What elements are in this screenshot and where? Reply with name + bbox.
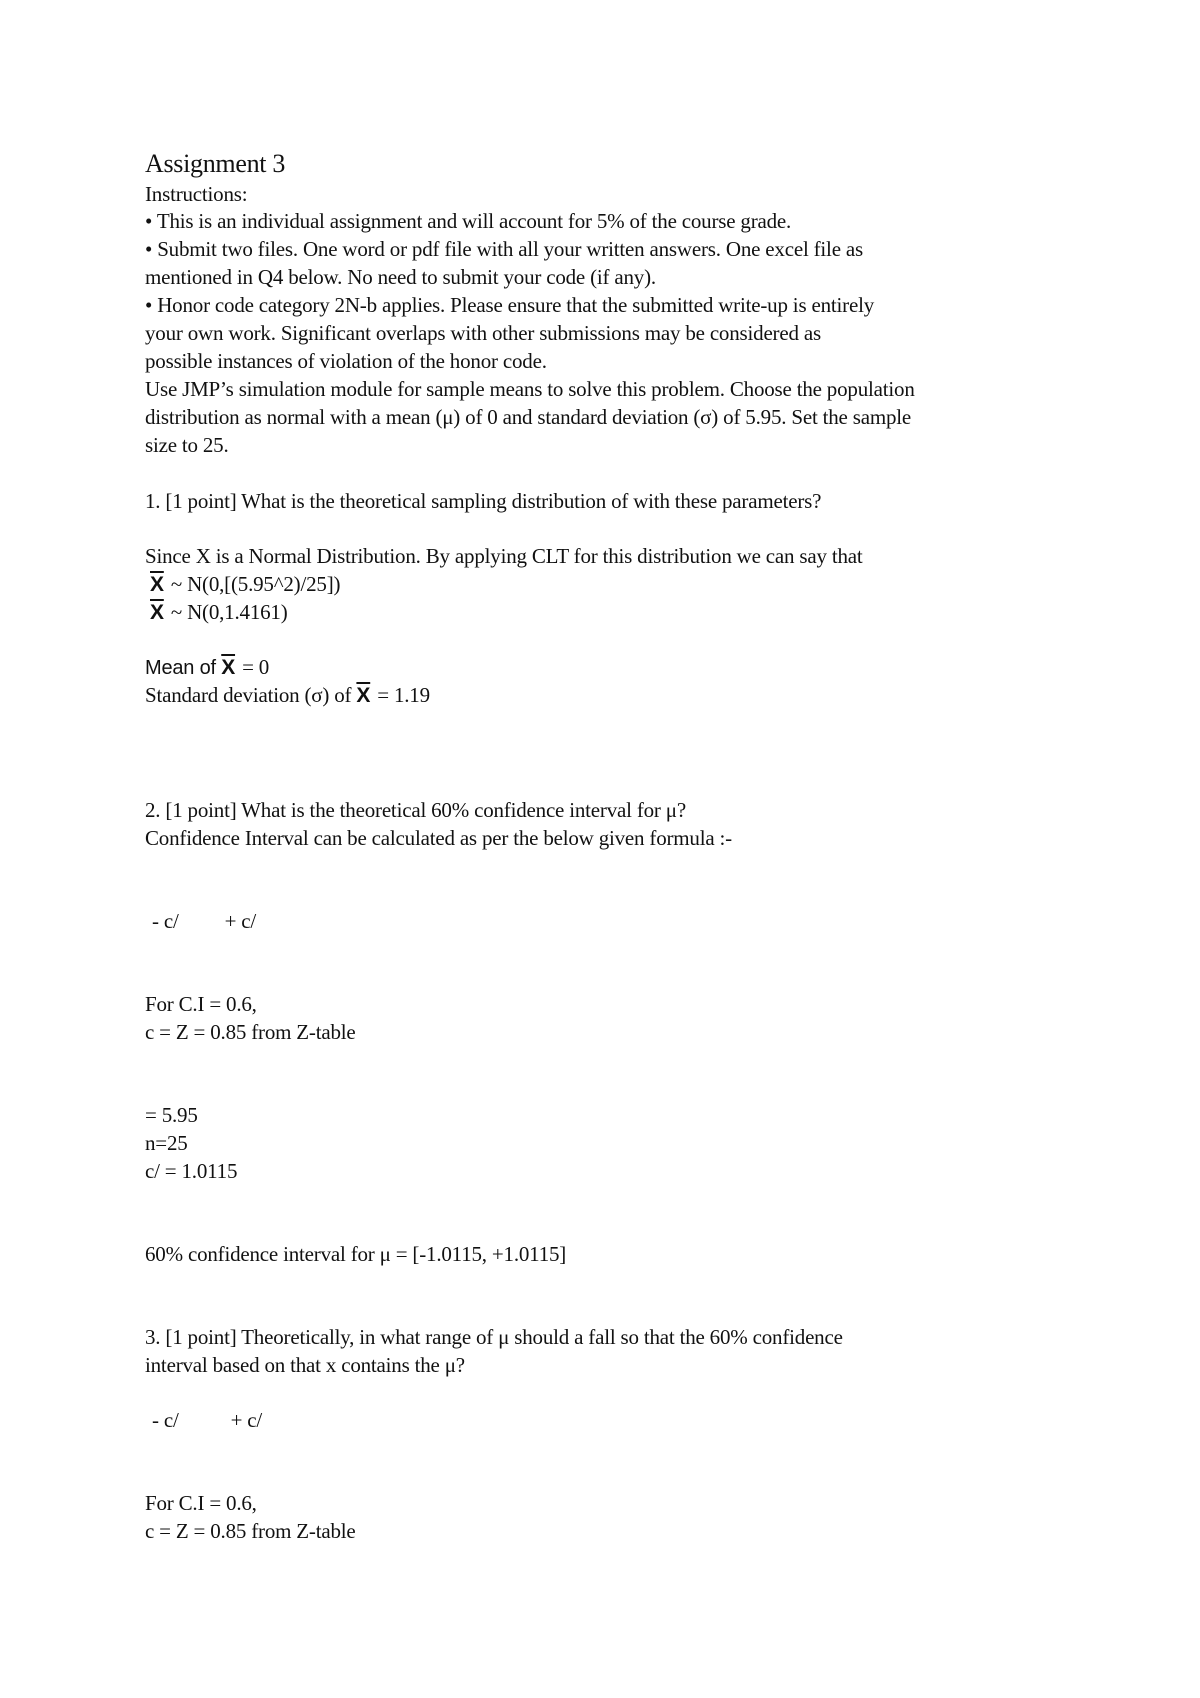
intro-line: Use JMP’s simulation module for sample means to solve this problem. Choose the population xyxy=(145,377,915,401)
q2-formula xyxy=(152,908,256,935)
q2-sigma-line: = 5.95 xyxy=(145,1103,198,1127)
q3-formula-left: - c/ xyxy=(152,1408,179,1432)
q2-result: 60% confidence interval for μ = [-1.0115, +1.0115] xyxy=(145,1242,567,1266)
page-title: Assignment 3 xyxy=(145,149,286,178)
q1-sd-prefix: Standard deviation (σ) of xyxy=(145,683,357,707)
instructions-label: Instructions: xyxy=(145,182,248,206)
q2-formula-right: + c/ xyxy=(224,909,257,933)
q1-sd xyxy=(145,682,430,709)
instruction-line: • This is an individual assignment and will account for 5% of the course grade. xyxy=(145,209,792,233)
xbar-symbol: $\overline{X}$ xyxy=(356,684,371,707)
xbar-symbol: $\overline{X}$ xyxy=(150,573,164,596)
q1-answer-intro: Since X is a Normal Distribution. By applying CLT for this distribution we can say that xyxy=(145,544,863,568)
q2-intro: Confidence Interval can be calculated as per the below given formula :- xyxy=(145,826,732,850)
q1-mean-suffix: = 0 xyxy=(237,655,270,679)
instruction-line: your own work. Significant overlaps with other submissions may be considered as xyxy=(145,321,821,345)
q1-distribution-1 xyxy=(150,571,340,598)
q1-sd-suffix: = 1.19 xyxy=(372,683,430,707)
intro-line: size to 25. xyxy=(145,433,229,457)
q1-distribution-2 xyxy=(150,599,288,626)
q3-c-line: c = Z = 0.85 from Z-table xyxy=(145,1519,356,1543)
q2-formula-left: - c/ xyxy=(152,909,179,933)
q1-mean xyxy=(145,654,269,682)
q1-mean-prefix: Mean of xyxy=(145,657,222,679)
instruction-line: • Submit two files. One word or pdf file with all your written answers. One excel file as xyxy=(145,237,863,261)
q3-question-1: 3. [1 point] Theoretically, in what range of μ should a fall so that the 60% confidence xyxy=(145,1325,843,1349)
intro-line: distribution as normal with a mean (μ) of 0 and standard deviation (σ) of 5.95. Set the sample xyxy=(145,405,912,429)
q2-n-line: n=25 xyxy=(145,1131,188,1155)
q2-ci-line: For C.I = 0.6, xyxy=(145,992,257,1016)
xbar-symbol: $\overline{X}$ xyxy=(221,656,236,679)
q3-formula-right: + c/ xyxy=(230,1408,263,1432)
q1-question: 1. [1 point] What is the theoretical sampling distribution of with these parameters? xyxy=(145,489,822,513)
xbar-symbol: $\overline{X}$ xyxy=(150,601,164,624)
instruction-line: • Honor code category 2N-b applies. Please ensure that the submitted write-up is entirely xyxy=(145,293,875,317)
q2-question: 2. [1 point] What is the theoretical 60% confidence interval for μ? xyxy=(145,798,686,822)
q2-c-over-line: c/ = 1.0115 xyxy=(145,1159,238,1183)
q1-distribution-2-text: ~ N(0,1.4161) xyxy=(165,600,288,624)
instruction-line: mentioned in Q4 below. No need to submit your code (if any). xyxy=(145,265,656,289)
q3-formula xyxy=(152,1407,262,1434)
q1-distribution-1-text: ~ N(0,[(5.95^2)/25]) xyxy=(165,572,341,596)
q3-question-2: interval based on that x contains the μ? xyxy=(145,1353,465,1377)
q3-ci-line: For C.I = 0.6, xyxy=(145,1491,257,1515)
q2-c-line: c = Z = 0.85 from Z-table xyxy=(145,1020,356,1044)
instruction-line: possible instances of violation of the honor code. xyxy=(145,349,547,373)
